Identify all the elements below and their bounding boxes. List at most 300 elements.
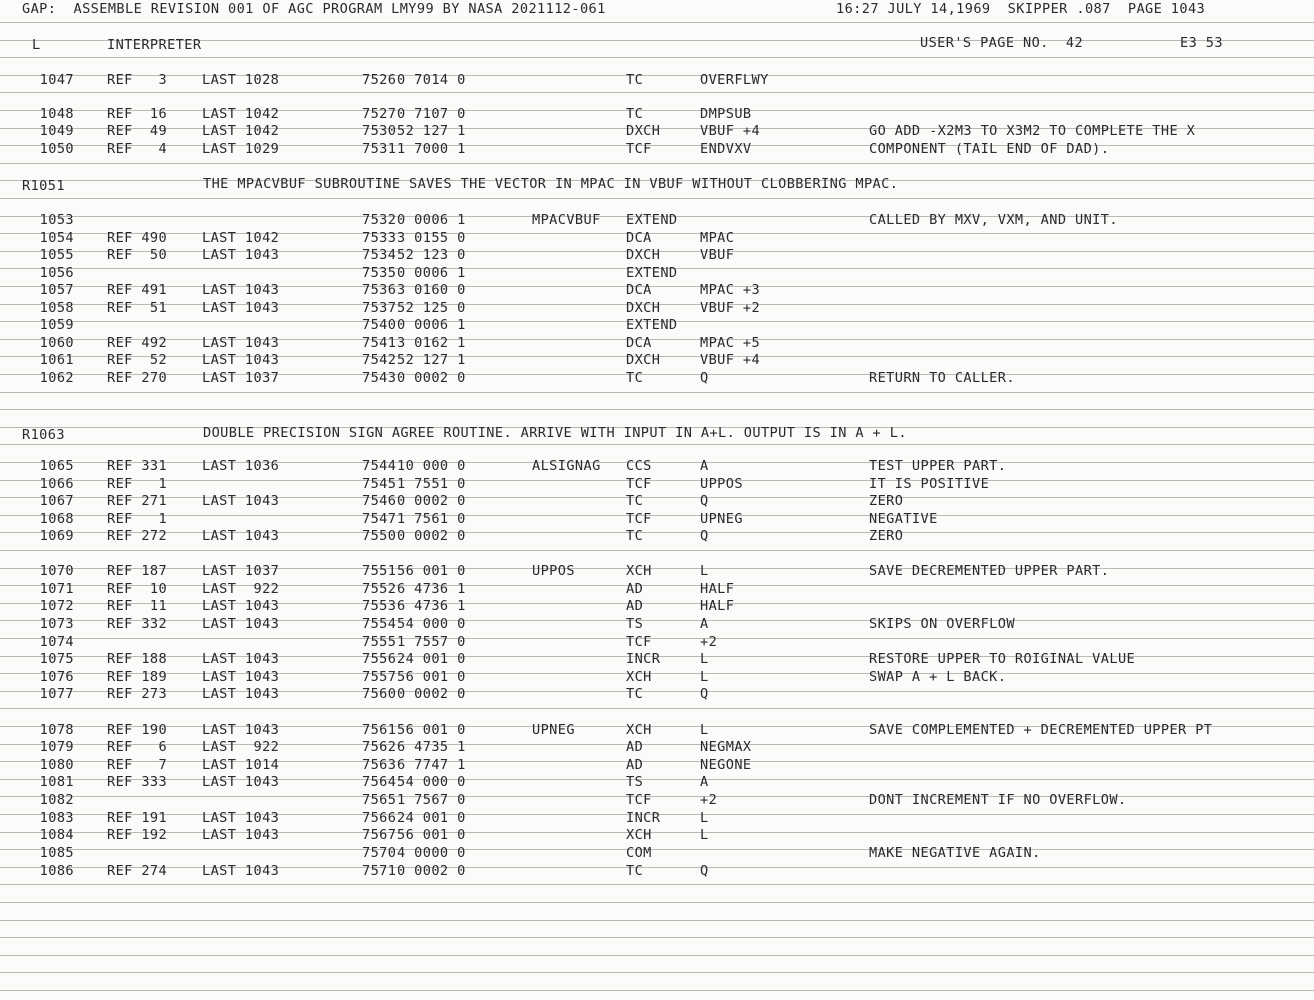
octal-word: 3 0162 1 bbox=[397, 335, 466, 351]
code-comment: TEST UPPER PART. bbox=[869, 458, 1007, 474]
line-number: 1054 bbox=[39, 230, 74, 246]
paper-rule bbox=[0, 620, 1314, 621]
operand: UPNEG bbox=[700, 511, 743, 527]
ref-count: REF 6 bbox=[107, 739, 168, 755]
last-ref: LAST 1043 bbox=[202, 247, 280, 263]
memory-address: 7547 bbox=[362, 511, 397, 527]
operand: +2 bbox=[700, 792, 718, 808]
operand: HALF bbox=[700, 581, 735, 597]
line-number: 1081 bbox=[39, 774, 74, 790]
ref-count: REF 332 bbox=[107, 616, 168, 632]
code-comment: SAVE COMPLEMENTED + DECREMENTED UPPER PT bbox=[869, 722, 1213, 738]
code-comment: RETURN TO CALLER. bbox=[869, 370, 1015, 386]
opcode: TC bbox=[626, 72, 644, 88]
operand: L bbox=[700, 563, 709, 579]
line-number: 1050 bbox=[39, 141, 74, 157]
octal-word: 6 4736 1 bbox=[397, 581, 466, 597]
paper-rule bbox=[0, 163, 1314, 164]
octal-word: 1 7551 0 bbox=[397, 476, 466, 492]
paper-rule bbox=[0, 920, 1314, 921]
octal-word: 54 000 0 bbox=[397, 774, 466, 790]
line-number: 1075 bbox=[39, 651, 74, 667]
last-ref: LAST 1043 bbox=[202, 774, 280, 790]
operand: HALF bbox=[700, 598, 735, 614]
code-comment: SAVE DECREMENTED UPPER PART. bbox=[869, 563, 1110, 579]
memory-address: 7565 bbox=[362, 792, 397, 808]
paper-rule bbox=[0, 779, 1314, 780]
last-ref: LAST 1043 bbox=[202, 810, 280, 826]
opcode: TC bbox=[626, 370, 644, 386]
last-ref: LAST 1043 bbox=[202, 651, 280, 667]
octal-word: 0 0006 1 bbox=[397, 265, 466, 281]
opcode: EXTEND bbox=[626, 317, 678, 333]
listing-title: GAP: ASSEMBLE REVISION 001 OF AGC PROGRAM LMY99 BY NASA 2021112-061 bbox=[22, 1, 606, 17]
section-name: INTERPRETER bbox=[107, 37, 202, 53]
page-code: E3 53 bbox=[1180, 35, 1223, 51]
opcode: TCF bbox=[626, 511, 652, 527]
memory-address: 7556 bbox=[362, 651, 397, 667]
line-number: 1079 bbox=[39, 739, 74, 755]
paper-rule bbox=[0, 849, 1314, 850]
memory-address: 7542 bbox=[362, 352, 397, 368]
operand: VBUF +4 bbox=[700, 352, 761, 368]
opcode: TS bbox=[626, 774, 644, 790]
line-number: 1084 bbox=[39, 827, 74, 843]
opcode: AD bbox=[626, 739, 644, 755]
line-number: 1061 bbox=[39, 352, 74, 368]
opcode: TCF bbox=[626, 141, 652, 157]
paper-rule bbox=[0, 57, 1314, 58]
operand: MPAC +3 bbox=[700, 282, 761, 298]
octal-word: 6 7747 1 bbox=[397, 757, 466, 773]
memory-address: 7545 bbox=[362, 476, 397, 492]
memory-address: 7543 bbox=[362, 370, 397, 386]
last-ref: LAST 1042 bbox=[202, 106, 280, 122]
code-comment: GO ADD -X2M3 TO X3M2 TO COMPLETE THE X bbox=[869, 123, 1196, 139]
ref-count: REF 273 bbox=[107, 686, 168, 702]
last-ref: LAST 1042 bbox=[202, 230, 280, 246]
code-label: UPPOS bbox=[532, 563, 575, 579]
line-number: 1069 bbox=[39, 528, 74, 544]
ref-count: REF 52 bbox=[107, 352, 168, 368]
last-ref: LAST 1043 bbox=[202, 335, 280, 351]
code-comment: RESTORE UPPER TO ROIGINAL VALUE bbox=[869, 651, 1136, 667]
paper-rule bbox=[0, 480, 1314, 481]
code-label: ALSIGNAG bbox=[532, 458, 601, 474]
opcode: CCS bbox=[626, 458, 652, 474]
octal-word: 3 0160 0 bbox=[397, 282, 466, 298]
users-page-number: USER'S PAGE NO. 42 bbox=[920, 35, 1084, 51]
line-number: 1082 bbox=[39, 792, 74, 808]
paper-rule bbox=[0, 990, 1314, 991]
section-marker: L bbox=[32, 37, 41, 53]
line-number: 1074 bbox=[39, 634, 74, 650]
line-number: 1056 bbox=[39, 265, 74, 281]
operand: Q bbox=[700, 370, 709, 386]
last-ref: LAST 1043 bbox=[202, 669, 280, 685]
line-number: 1071 bbox=[39, 581, 74, 597]
octal-word: 0 0002 0 bbox=[397, 528, 466, 544]
paper-rule bbox=[0, 22, 1314, 23]
line-number: 1077 bbox=[39, 686, 74, 702]
last-ref: LAST 1043 bbox=[202, 827, 280, 843]
ref-count: REF 11 bbox=[107, 598, 168, 614]
opcode: INCR bbox=[626, 810, 661, 826]
code-label: UPNEG bbox=[532, 722, 575, 738]
ref-count: REF 333 bbox=[107, 774, 168, 790]
last-ref: LAST 922 bbox=[202, 739, 280, 755]
paper-rule bbox=[0, 515, 1314, 516]
opcode: TC bbox=[626, 528, 644, 544]
line-number: 1067 bbox=[39, 493, 74, 509]
paper-rule bbox=[0, 497, 1314, 498]
octal-word: 56 001 0 bbox=[397, 669, 466, 685]
opcode: TC bbox=[626, 106, 644, 122]
operand: +2 bbox=[700, 634, 718, 650]
line-number: 1086 bbox=[39, 863, 74, 879]
memory-address: 7562 bbox=[362, 739, 397, 755]
octal-word: 0 0006 1 bbox=[397, 317, 466, 333]
operand: Q bbox=[700, 493, 709, 509]
octal-word: 54 000 0 bbox=[397, 616, 466, 632]
code-comment: NEGATIVE bbox=[869, 511, 938, 527]
opcode: DXCH bbox=[626, 123, 661, 139]
operand: VBUF bbox=[700, 247, 735, 263]
line-number: 1053 bbox=[39, 212, 74, 228]
paper-rule bbox=[0, 638, 1314, 639]
octal-word: 24 001 0 bbox=[397, 651, 466, 667]
line-number: 1072 bbox=[39, 598, 74, 614]
opcode: TC bbox=[626, 863, 644, 879]
line-number: 1048 bbox=[39, 106, 74, 122]
operand: L bbox=[700, 722, 709, 738]
ref-count: REF 49 bbox=[107, 123, 168, 139]
last-ref: LAST 1043 bbox=[202, 686, 280, 702]
paper-rule bbox=[0, 550, 1314, 551]
opcode: TCF bbox=[626, 476, 652, 492]
last-ref: LAST 1043 bbox=[202, 282, 280, 298]
opcode: AD bbox=[626, 581, 644, 597]
last-ref: LAST 1028 bbox=[202, 72, 280, 88]
paper-rule bbox=[0, 110, 1314, 111]
line-number: 1055 bbox=[39, 247, 74, 263]
operand: L bbox=[700, 669, 709, 685]
ref-count: REF 10 bbox=[107, 581, 168, 597]
opcode: TC bbox=[626, 686, 644, 702]
paper-rule bbox=[0, 409, 1314, 410]
code-comment: MAKE NEGATIVE AGAIN. bbox=[869, 845, 1041, 861]
octal-word: 1 7000 1 bbox=[397, 141, 466, 157]
memory-address: 7532 bbox=[362, 212, 397, 228]
operand: NEGONE bbox=[700, 757, 752, 773]
paper-rule bbox=[0, 462, 1314, 463]
line-number: 1073 bbox=[39, 616, 74, 632]
opcode: DCA bbox=[626, 282, 652, 298]
memory-address: 7533 bbox=[362, 230, 397, 246]
operand: OVERFLWY bbox=[700, 72, 769, 88]
memory-address: 7531 bbox=[362, 141, 397, 157]
octal-word: 56 001 0 bbox=[397, 722, 466, 738]
paper-rule bbox=[0, 585, 1314, 586]
paper-rule bbox=[0, 233, 1314, 234]
opcode: AD bbox=[626, 598, 644, 614]
operand: Q bbox=[700, 528, 709, 544]
memory-address: 7526 bbox=[362, 72, 397, 88]
ref-count: REF 4 bbox=[107, 141, 168, 157]
memory-address: 7570 bbox=[362, 845, 397, 861]
ref-count: REF 16 bbox=[107, 106, 168, 122]
ref-count: REF 274 bbox=[107, 863, 168, 879]
paper-rule bbox=[0, 603, 1314, 604]
octal-word: 6 4735 1 bbox=[397, 739, 466, 755]
memory-address: 7553 bbox=[362, 598, 397, 614]
memory-address: 7540 bbox=[362, 317, 397, 333]
code-comment: CALLED BY MXV, VXM, AND UNIT. bbox=[869, 212, 1118, 228]
paper-rule bbox=[0, 902, 1314, 903]
last-ref: LAST 1043 bbox=[202, 352, 280, 368]
octal-word: 0 0006 1 bbox=[397, 212, 466, 228]
last-ref: LAST 922 bbox=[202, 581, 280, 597]
paper-rule bbox=[0, 884, 1314, 885]
line-number: 1083 bbox=[39, 810, 74, 826]
memory-address: 7541 bbox=[362, 335, 397, 351]
paper-rule bbox=[0, 691, 1314, 692]
ref-count: REF 270 bbox=[107, 370, 168, 386]
paper-rule bbox=[0, 744, 1314, 745]
paper-rule bbox=[0, 832, 1314, 833]
last-ref: LAST 1043 bbox=[202, 598, 280, 614]
code-comment: SWAP A + L BACK. bbox=[869, 669, 1007, 685]
memory-address: 7555 bbox=[362, 634, 397, 650]
opcode: TCF bbox=[626, 792, 652, 808]
memory-address: 7566 bbox=[362, 810, 397, 826]
opcode: DXCH bbox=[626, 352, 661, 368]
line-number: 1058 bbox=[39, 300, 74, 316]
last-ref: LAST 1036 bbox=[202, 458, 280, 474]
opcode: XCH bbox=[626, 669, 652, 685]
operand: L bbox=[700, 810, 709, 826]
listing-timestamp: 16:27 JULY 14,1969 SKIPPER .087 PAGE 1043 bbox=[836, 1, 1206, 17]
octal-word: 1 7561 0 bbox=[397, 511, 466, 527]
octal-word: 52 125 0 bbox=[397, 300, 466, 316]
last-ref: LAST 1043 bbox=[202, 722, 280, 738]
paper-rule bbox=[0, 761, 1314, 762]
last-ref: LAST 1029 bbox=[202, 141, 280, 157]
last-ref: LAST 1043 bbox=[202, 528, 280, 544]
last-ref: LAST 1043 bbox=[202, 300, 280, 316]
opcode: TCF bbox=[626, 634, 652, 650]
opcode: COM bbox=[626, 845, 652, 861]
paper-rule bbox=[0, 392, 1314, 393]
octal-word: 0 0002 0 bbox=[397, 493, 466, 509]
octal-word: 1 7567 0 bbox=[397, 792, 466, 808]
octal-word: 52 127 1 bbox=[397, 352, 466, 368]
opcode: AD bbox=[626, 757, 644, 773]
memory-address: 7564 bbox=[362, 774, 397, 790]
remark-number: R1063 bbox=[22, 427, 65, 443]
octal-word: 52 123 0 bbox=[397, 247, 466, 263]
paper-rule bbox=[0, 568, 1314, 569]
opcode: INCR bbox=[626, 651, 661, 667]
last-ref: LAST 1037 bbox=[202, 563, 280, 579]
line-number: 1076 bbox=[39, 669, 74, 685]
operand: A bbox=[700, 458, 709, 474]
ref-count: REF 1 bbox=[107, 511, 168, 527]
ref-count: REF 271 bbox=[107, 493, 168, 509]
line-number: 1060 bbox=[39, 335, 74, 351]
opcode: XCH bbox=[626, 563, 652, 579]
ref-count: REF 272 bbox=[107, 528, 168, 544]
opcode: TS bbox=[626, 616, 644, 632]
last-ref: LAST 1042 bbox=[202, 123, 280, 139]
memory-address: 7550 bbox=[362, 528, 397, 544]
operand: NEGMAX bbox=[700, 739, 752, 755]
octal-word: 24 001 0 bbox=[397, 810, 466, 826]
operand: L bbox=[700, 827, 709, 843]
operand: MPAC bbox=[700, 230, 735, 246]
operand: ENDVXV bbox=[700, 141, 752, 157]
memory-address: 7567 bbox=[362, 827, 397, 843]
memory-address: 7557 bbox=[362, 669, 397, 685]
operand: VBUF +2 bbox=[700, 300, 761, 316]
line-number: 1080 bbox=[39, 757, 74, 773]
octal-word: 3 0155 0 bbox=[397, 230, 466, 246]
ref-count: REF 189 bbox=[107, 669, 168, 685]
last-ref: LAST 1043 bbox=[202, 616, 280, 632]
memory-address: 7537 bbox=[362, 300, 397, 316]
ref-count: REF 187 bbox=[107, 563, 168, 579]
memory-address: 7535 bbox=[362, 265, 397, 281]
memory-address: 7560 bbox=[362, 686, 397, 702]
memory-address: 7527 bbox=[362, 106, 397, 122]
opcode: DXCH bbox=[626, 247, 661, 263]
paper-rule bbox=[0, 75, 1314, 76]
operand: DMPSUB bbox=[700, 106, 752, 122]
line-number: 1062 bbox=[39, 370, 74, 386]
line-number: 1059 bbox=[39, 317, 74, 333]
ref-count: REF 188 bbox=[107, 651, 168, 667]
paper-rule bbox=[0, 145, 1314, 146]
octal-word: 0 0002 0 bbox=[397, 686, 466, 702]
last-ref: LAST 1043 bbox=[202, 493, 280, 509]
memory-address: 7530 bbox=[362, 123, 397, 139]
octal-word: 6 4736 1 bbox=[397, 598, 466, 614]
remark-text: THE MPACVBUF SUBROUTINE SAVES THE VECTOR IN MPAC IN VBUF WITHOUT CLOBBERING MPAC. bbox=[203, 176, 899, 192]
octal-word: 1 7557 0 bbox=[397, 634, 466, 650]
memory-address: 7551 bbox=[362, 563, 397, 579]
ref-count: REF 490 bbox=[107, 230, 168, 246]
code-comment: DONT INCREMENT IF NO OVERFLOW. bbox=[869, 792, 1127, 808]
memory-address: 7561 bbox=[362, 722, 397, 738]
ref-count: REF 50 bbox=[107, 247, 168, 263]
operand: VBUF +4 bbox=[700, 123, 761, 139]
ref-count: REF 1 bbox=[107, 476, 168, 492]
remark-text: DOUBLE PRECISION SIGN AGREE ROUTINE. ARRIVE WITH INPUT IN A+L. OUTPUT IS IN A + L. bbox=[203, 425, 907, 441]
operand: L bbox=[700, 651, 709, 667]
memory-address: 7534 bbox=[362, 247, 397, 263]
memory-address: 7546 bbox=[362, 493, 397, 509]
code-comment: ZERO bbox=[869, 493, 904, 509]
ref-count: REF 491 bbox=[107, 282, 168, 298]
octal-word: 52 127 1 bbox=[397, 123, 466, 139]
operand: UPPOS bbox=[700, 476, 743, 492]
octal-word: 0 7107 0 bbox=[397, 106, 466, 122]
code-comment: IT IS POSITIVE bbox=[869, 476, 990, 492]
octal-word: 0 0002 0 bbox=[397, 370, 466, 386]
operand: Q bbox=[700, 686, 709, 702]
last-ref: LAST 1037 bbox=[202, 370, 280, 386]
ref-count: REF 51 bbox=[107, 300, 168, 316]
opcode: XCH bbox=[626, 827, 652, 843]
octal-word: 10 000 0 bbox=[397, 458, 466, 474]
paper-rule bbox=[0, 374, 1314, 375]
line-number: 1070 bbox=[39, 563, 74, 579]
paper-rule bbox=[0, 198, 1314, 199]
memory-address: 7536 bbox=[362, 282, 397, 298]
ref-count: REF 190 bbox=[107, 722, 168, 738]
code-comment: ZERO bbox=[869, 528, 904, 544]
ref-count: REF 3 bbox=[107, 72, 168, 88]
paper-rule bbox=[0, 92, 1314, 93]
operand: MPAC +5 bbox=[700, 335, 761, 351]
operand: A bbox=[700, 616, 709, 632]
opcode: EXTEND bbox=[626, 265, 678, 281]
last-ref: LAST 1014 bbox=[202, 757, 280, 773]
opcode: EXTEND bbox=[626, 212, 678, 228]
paper-rule bbox=[0, 937, 1314, 938]
remark-number: R1051 bbox=[22, 178, 65, 194]
octal-word: 0 0002 0 bbox=[397, 863, 466, 879]
memory-address: 7552 bbox=[362, 581, 397, 597]
octal-word: 4 0000 0 bbox=[397, 845, 466, 861]
paper-rule bbox=[0, 673, 1314, 674]
code-label: MPACVBUF bbox=[532, 212, 601, 228]
line-number: 1047 bbox=[39, 72, 74, 88]
paper-rule bbox=[0, 532, 1314, 533]
line-number: 1078 bbox=[39, 722, 74, 738]
paper-rule bbox=[0, 708, 1314, 709]
code-comment: COMPONENT (TAIL END OF DAD). bbox=[869, 141, 1110, 157]
code-comment: SKIPS ON OVERFLOW bbox=[869, 616, 1015, 632]
memory-address: 7571 bbox=[362, 863, 397, 879]
paper-rule bbox=[0, 286, 1314, 287]
ref-count: REF 331 bbox=[107, 458, 168, 474]
line-number: 1065 bbox=[39, 458, 74, 474]
line-number: 1085 bbox=[39, 845, 74, 861]
ref-count: REF 7 bbox=[107, 757, 168, 773]
opcode: DCA bbox=[626, 230, 652, 246]
paper-rule bbox=[0, 972, 1314, 973]
line-number: 1066 bbox=[39, 476, 74, 492]
opcode: DCA bbox=[626, 335, 652, 351]
opcode: DXCH bbox=[626, 300, 661, 316]
ref-count: REF 492 bbox=[107, 335, 168, 351]
opcode: TC bbox=[626, 493, 644, 509]
paper-rule bbox=[0, 444, 1314, 445]
octal-word: 0 7014 0 bbox=[397, 72, 466, 88]
opcode: XCH bbox=[626, 722, 652, 738]
octal-word: 56 001 0 bbox=[397, 827, 466, 843]
operand: A bbox=[700, 774, 709, 790]
paper-rule bbox=[0, 955, 1314, 956]
memory-address: 7554 bbox=[362, 616, 397, 632]
line-number: 1049 bbox=[39, 123, 74, 139]
line-number: 1068 bbox=[39, 511, 74, 527]
paper-rule bbox=[0, 867, 1314, 868]
ref-count: REF 191 bbox=[107, 810, 168, 826]
memory-address: 7544 bbox=[362, 458, 397, 474]
operand: Q bbox=[700, 863, 709, 879]
